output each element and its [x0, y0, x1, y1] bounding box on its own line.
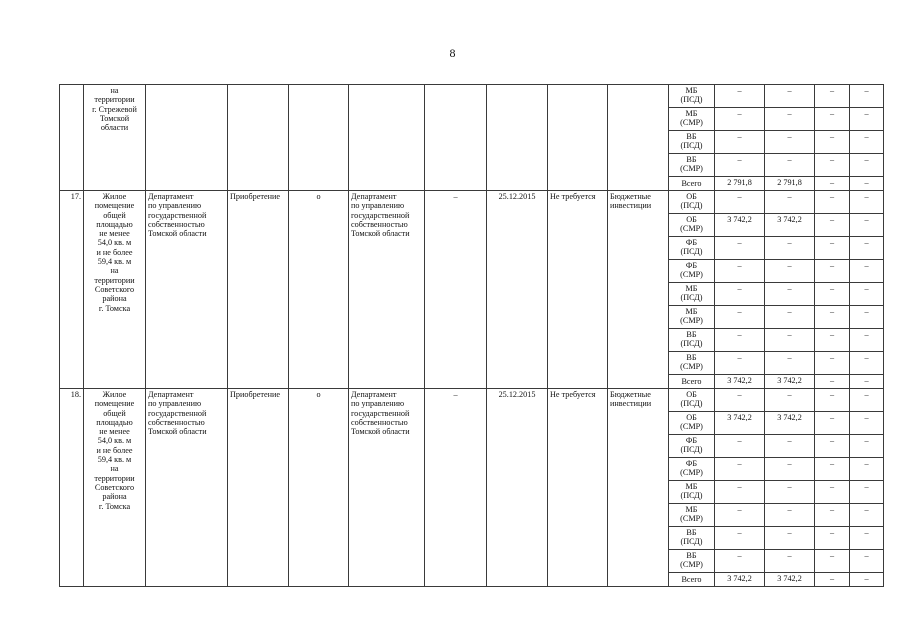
funding-source-cell	[669, 458, 715, 481]
funding-source-cell	[669, 260, 715, 283]
amount-cell-3: –	[815, 435, 850, 458]
object-line: области	[100, 123, 129, 133]
amount-cell-2: –	[765, 481, 815, 504]
amount-cell-2: 3 742,2	[765, 375, 815, 389]
funding-source-cell	[669, 154, 715, 177]
table-row	[60, 85, 884, 108]
developer-line: государственной	[351, 408, 410, 418]
developer-line: собственностью	[351, 417, 408, 427]
amount-cell-1: –	[715, 550, 765, 573]
customer-line: собственностью	[148, 417, 205, 427]
amount-cell-2: –	[765, 108, 815, 131]
amount-cell-1: –	[715, 283, 765, 306]
customer-line: Томской области	[148, 229, 207, 239]
row-number-cell: 17.	[60, 191, 84, 389]
customer-cell	[146, 389, 228, 587]
dash-cell: –	[425, 191, 487, 389]
investment-table	[59, 84, 884, 587]
customer-cell	[146, 85, 228, 191]
funding-source-line: МБ	[685, 109, 698, 118]
funding-source-cell	[669, 389, 715, 412]
funding-source-line: Всего	[681, 376, 702, 386]
developer-line: Департамент	[351, 192, 397, 201]
funding-source-line: (СМР)	[680, 514, 703, 524]
developer-line: по управлению	[351, 399, 405, 409]
amount-cell-1: –	[715, 85, 765, 108]
funding-source-cell	[669, 306, 715, 329]
mark-cell	[289, 85, 349, 191]
funding-source-cell	[669, 191, 715, 214]
object-line: помещение	[94, 201, 135, 211]
object-cell	[84, 85, 146, 191]
amount-cell-1: –	[715, 527, 765, 550]
amount-cell-2: –	[765, 154, 815, 177]
funding-source-line: ВБ	[686, 132, 697, 141]
funding-source-line: ОБ	[686, 192, 697, 201]
funding-source-line: ФБ	[685, 238, 698, 247]
funding-source-cell	[669, 177, 715, 191]
date-cell: 25.12.2015	[487, 191, 548, 389]
funding-source-line: ВБ	[686, 353, 697, 362]
customer-line: государственной	[148, 408, 207, 418]
amount-cell-1: –	[715, 237, 765, 260]
funding-source-line: (ПСД)	[680, 141, 703, 151]
amount-cell-1: –	[715, 504, 765, 527]
developer-line: Томской области	[351, 229, 410, 239]
amount-cell-3: –	[815, 375, 850, 389]
amount-cell-2: –	[765, 352, 815, 375]
amount-cell-4: –	[850, 412, 884, 435]
funding-source-line: МБ	[685, 284, 698, 293]
amount-cell-2: –	[765, 550, 815, 573]
amount-cell-4: –	[850, 458, 884, 481]
object-line: Жилое	[102, 192, 127, 201]
amount-cell-4: –	[850, 481, 884, 504]
amount-cell-1: –	[715, 306, 765, 329]
amount-cell-3: –	[815, 283, 850, 306]
amount-cell-2: –	[765, 260, 815, 283]
object-line: г. Томска	[98, 303, 131, 313]
funding-source-line: МБ	[685, 505, 698, 514]
object-line: общей	[103, 408, 126, 418]
funding-source-cell	[669, 550, 715, 573]
amount-cell-4: –	[850, 329, 884, 352]
table-body	[60, 85, 884, 587]
amount-cell-4: –	[850, 177, 884, 191]
amount-cell-2: –	[765, 389, 815, 412]
funding-source-line: ВБ	[686, 155, 697, 164]
funding-source-line: (ПСД)	[680, 339, 703, 349]
expertise-cell: Не требуется	[548, 191, 608, 389]
funding-source-line: (СМР)	[680, 560, 703, 570]
object-line: площадью	[96, 219, 133, 229]
amount-cell-4: –	[850, 375, 884, 389]
amount-cell-4: –	[850, 573, 884, 587]
amount-cell-1: 2 791,8	[715, 177, 765, 191]
amount-cell-2: –	[765, 329, 815, 352]
object-line: 54,0 кв. м	[97, 238, 132, 248]
amount-cell-4: –	[850, 306, 884, 329]
funding-source-cell	[669, 504, 715, 527]
form-cell	[608, 85, 669, 191]
object-line: района	[102, 492, 127, 502]
funding-source-cell	[669, 375, 715, 389]
funding-source-line: (ПСД)	[680, 95, 703, 105]
developer-line: по управлению	[351, 201, 405, 211]
object-line: территории	[94, 95, 135, 105]
object-cell	[84, 191, 146, 389]
object-line: Советского	[94, 284, 135, 294]
funding-source-cell	[669, 283, 715, 306]
amount-cell-3: –	[815, 214, 850, 237]
amount-cell-3: –	[815, 550, 850, 573]
funding-source-line: (ПСД)	[680, 399, 703, 409]
amount-cell-4: –	[850, 260, 884, 283]
form-line: инвестиции	[610, 399, 652, 409]
amount-cell-4: –	[850, 214, 884, 237]
amount-cell-3: –	[815, 237, 850, 260]
page-number: 8	[449, 46, 456, 60]
amount-cell-1: –	[715, 108, 765, 131]
mark-cell: о	[289, 389, 349, 587]
funding-source-cell	[669, 412, 715, 435]
form-cell	[608, 191, 669, 389]
amount-cell-4: –	[850, 131, 884, 154]
funding-source-line: ОБ	[686, 413, 697, 422]
object-line: территории	[94, 473, 135, 483]
amount-cell-1: 3 742,2	[715, 412, 765, 435]
amount-cell-4: –	[850, 352, 884, 375]
form-line: инвестиции	[610, 201, 652, 211]
developer-line: Томской области	[351, 427, 410, 437]
amount-cell-3: –	[815, 306, 850, 329]
funding-source-cell	[669, 108, 715, 131]
funding-source-line: ОБ	[686, 390, 697, 399]
customer-line: по управлению	[148, 201, 202, 211]
customer-line: государственной	[148, 210, 207, 220]
funding-source-cell	[669, 329, 715, 352]
object-line: площадью	[96, 417, 133, 427]
amount-cell-2: –	[765, 306, 815, 329]
funding-source-line: (ПСД)	[680, 247, 703, 257]
amount-cell-4: –	[850, 154, 884, 177]
amount-cell-3: –	[815, 260, 850, 283]
developer-cell	[349, 85, 425, 191]
amount-cell-2: –	[765, 131, 815, 154]
amount-cell-2: –	[765, 504, 815, 527]
developer-cell	[349, 191, 425, 389]
funding-source-line: (СМР)	[680, 468, 703, 478]
amount-cell-1: –	[715, 329, 765, 352]
amount-cell-1: –	[715, 131, 765, 154]
amount-cell-1: –	[715, 154, 765, 177]
amount-cell-4: –	[850, 389, 884, 412]
mark-cell: о	[289, 191, 349, 389]
funding-source-line: (СМР)	[680, 224, 703, 234]
amount-cell-3: –	[815, 131, 850, 154]
amount-cell-3: –	[815, 412, 850, 435]
funding-source-line: ВБ	[686, 528, 697, 537]
date-cell: 25.12.2015	[487, 389, 548, 587]
amount-cell-4: –	[850, 527, 884, 550]
funding-source-line: Всего	[681, 178, 702, 188]
amount-cell-3: –	[815, 154, 850, 177]
funding-source-line: (СМР)	[680, 164, 703, 174]
work-type-cell: Приобретение	[228, 191, 289, 389]
object-cell	[84, 389, 146, 587]
amount-cell-2: –	[765, 458, 815, 481]
amount-cell-1: –	[715, 435, 765, 458]
amount-cell-4: –	[850, 504, 884, 527]
developer-line: государственной	[351, 210, 410, 220]
amount-cell-4: –	[850, 237, 884, 260]
funding-source-line: ВБ	[686, 330, 697, 339]
funding-source-cell	[669, 481, 715, 504]
funding-source-line: (СМР)	[680, 118, 703, 128]
amount-cell-3: –	[815, 389, 850, 412]
funding-source-line: (СМР)	[680, 362, 703, 372]
customer-line: собственностью	[148, 219, 205, 229]
funding-source-cell	[669, 237, 715, 260]
object-line: и не более	[96, 247, 133, 257]
funding-source-cell	[669, 352, 715, 375]
table-row	[60, 191, 884, 214]
amount-cell-2: –	[765, 191, 815, 214]
amount-cell-4: –	[850, 108, 884, 131]
form-cell	[608, 389, 669, 587]
object-line: на	[110, 266, 119, 276]
funding-source-line: (ПСД)	[680, 537, 703, 547]
amount-cell-3: –	[815, 481, 850, 504]
object-line: общей	[103, 210, 126, 220]
amount-cell-1: 3 742,2	[715, 573, 765, 587]
customer-line: Департамент	[148, 390, 194, 399]
funding-source-line: ОБ	[686, 215, 697, 224]
amount-cell-3: –	[815, 329, 850, 352]
table-row	[60, 389, 884, 412]
amount-cell-4: –	[850, 283, 884, 306]
amount-cell-4: –	[850, 85, 884, 108]
funding-source-line: МБ	[685, 482, 698, 491]
object-line: района	[102, 294, 127, 304]
object-line: на	[110, 464, 119, 474]
funding-source-line: (ПСД)	[680, 445, 703, 455]
funding-source-cell	[669, 214, 715, 237]
amount-cell-1: –	[715, 191, 765, 214]
funding-source-line: (СМР)	[680, 270, 703, 280]
funding-source-line: ФБ	[685, 261, 698, 270]
amount-cell-1: –	[715, 458, 765, 481]
expertise-cell: Не требуется	[548, 389, 608, 587]
funding-source-cell	[669, 527, 715, 550]
form-line: Бюджетные	[610, 390, 651, 399]
amount-cell-1: –	[715, 352, 765, 375]
funding-source-cell	[669, 131, 715, 154]
object-line: территории	[94, 275, 135, 285]
expertise-cell	[548, 85, 608, 191]
work-type-cell: Приобретение	[228, 389, 289, 587]
developer-cell	[349, 389, 425, 587]
object-line: на	[110, 86, 119, 95]
dash-cell: –	[425, 389, 487, 587]
object-line: помещение	[94, 399, 135, 409]
customer-line: Томской области	[148, 427, 207, 437]
funding-source-line: ВБ	[686, 551, 697, 560]
amount-cell-1: 3 742,2	[715, 214, 765, 237]
funding-source-line: (ПСД)	[680, 201, 703, 211]
object-line: и не более	[96, 445, 133, 455]
customer-line: по управлению	[148, 399, 202, 409]
amount-cell-1: –	[715, 481, 765, 504]
amount-cell-3: –	[815, 573, 850, 587]
funding-source-line: (СМР)	[680, 316, 703, 326]
developer-line: Департамент	[351, 390, 397, 399]
date-cell	[487, 85, 548, 191]
object-line: 59,4 кв. м	[97, 455, 132, 465]
funding-source-line: ФБ	[685, 436, 698, 445]
funding-source-line: МБ	[685, 307, 698, 316]
amount-cell-1: –	[715, 260, 765, 283]
amount-cell-1: –	[715, 389, 765, 412]
amount-cell-4: –	[850, 435, 884, 458]
funding-source-cell	[669, 435, 715, 458]
developer-line: собственностью	[351, 219, 408, 229]
amount-cell-2: 3 742,2	[765, 412, 815, 435]
funding-source-cell	[669, 85, 715, 108]
work-type-cell	[228, 85, 289, 191]
amount-cell-4: –	[850, 550, 884, 573]
amount-cell-2: –	[765, 283, 815, 306]
dash-cell	[425, 85, 487, 191]
amount-cell-3: –	[815, 504, 850, 527]
funding-source-line: (СМР)	[680, 422, 703, 432]
amount-cell-1: 3 742,2	[715, 375, 765, 389]
object-line: не менее	[99, 229, 130, 239]
funding-source-cell	[669, 573, 715, 587]
object-line: не менее	[99, 427, 130, 437]
object-line: г. Стрежевой	[92, 104, 137, 114]
form-line: Бюджетные	[610, 192, 651, 201]
customer-cell	[146, 191, 228, 389]
amount-cell-3: –	[815, 527, 850, 550]
amount-cell-2: 2 791,8	[765, 177, 815, 191]
funding-source-line: МБ	[685, 86, 698, 95]
object-line: 59,4 кв. м	[97, 257, 132, 267]
amount-cell-2: 3 742,2	[765, 214, 815, 237]
amount-cell-3: –	[815, 108, 850, 131]
object-line: г. Томска	[98, 501, 131, 511]
amount-cell-3: –	[815, 458, 850, 481]
amount-cell-4: –	[850, 191, 884, 214]
amount-cell-3: –	[815, 191, 850, 214]
object-line: Томской	[99, 113, 130, 123]
object-line: Жилое	[102, 390, 127, 399]
row-number-cell	[60, 85, 84, 191]
funding-source-line: (ПСД)	[680, 293, 703, 303]
amount-cell-2: –	[765, 527, 815, 550]
amount-cell-3: –	[815, 85, 850, 108]
funding-source-line: ФБ	[685, 459, 698, 468]
amount-cell-2: 3 742,2	[765, 573, 815, 587]
funding-source-line: Всего	[681, 574, 702, 584]
amount-cell-3: –	[815, 352, 850, 375]
amount-cell-2: –	[765, 85, 815, 108]
object-line: 54,0 кв. м	[97, 436, 132, 446]
customer-line: Департамент	[148, 192, 194, 201]
row-number-cell: 18.	[60, 389, 84, 587]
amount-cell-3: –	[815, 177, 850, 191]
amount-cell-2: –	[765, 237, 815, 260]
object-line: Советского	[94, 482, 135, 492]
amount-cell-2: –	[765, 435, 815, 458]
funding-source-line: (ПСД)	[680, 491, 703, 501]
